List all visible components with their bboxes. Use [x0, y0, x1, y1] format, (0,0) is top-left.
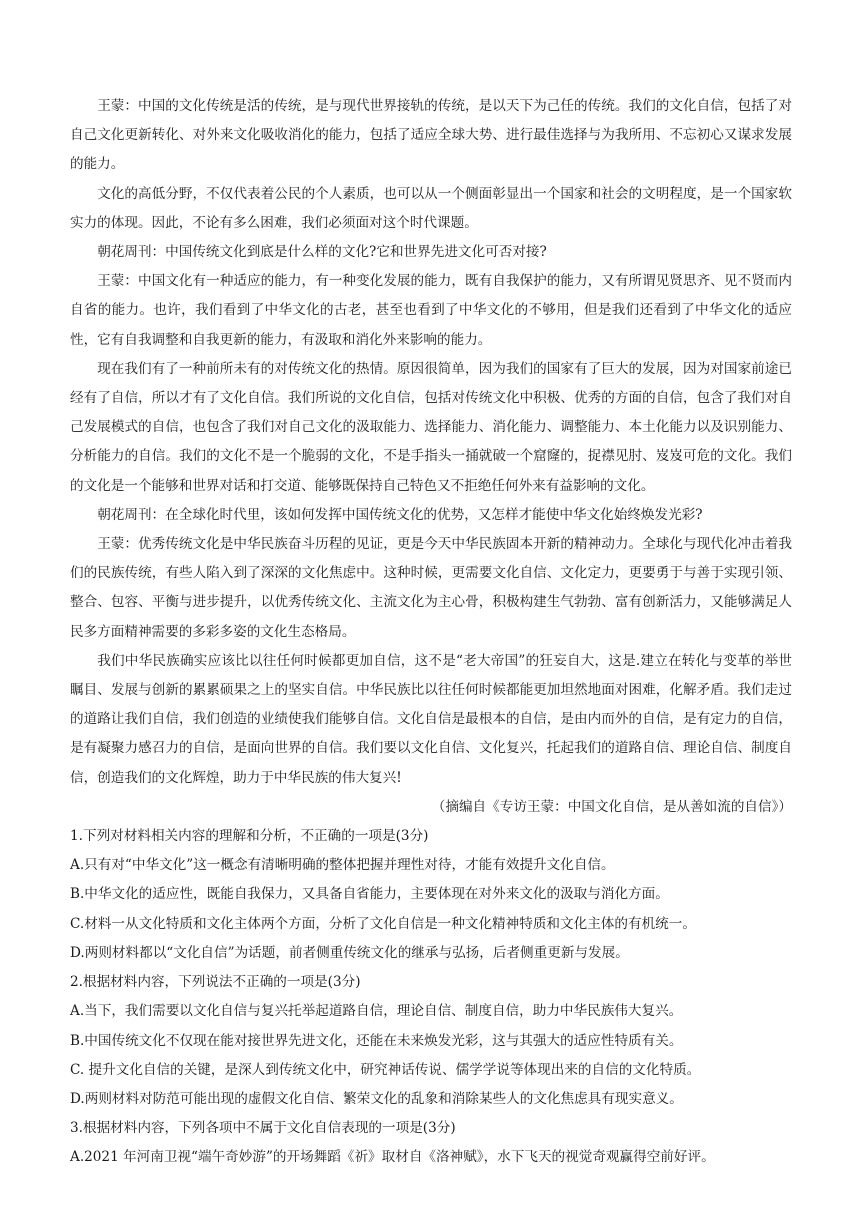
option-d: D.两则材料都以“文化自信”为话题，前者侧重传统文化的继承与弘扬，后者侧重更新与发展。 [70, 944, 629, 961]
paragraph: 王蒙：优秀传统文化是中华民族奋斗历程的见证，更是今天中华民族固本开新的精神动力。全球化与现代化冲击着我们的民族传统，有些人陷入到了深深的文化焦虑中。这种时候，更需要文化自信、文化定力，更要勇于与善于实现引领、整合、包容、平衡与进步提升，以优秀传统文化、主流文化为主心骨，积极构建生气勃勃、富有创新活力，又能够满足人民多方面精神需要的多彩多姿的文化生态格局。 [70, 536, 792, 640]
paragraph: 文化的高低分野，不仅代表着公民的个人素质，也可以从一个侧面彰显出一个国家和社会的文明程度，是一个国家软实力的体现。因此，不论有多么困难，我们必须面对这个时代课题。 [70, 185, 792, 231]
question-1 [70, 822, 792, 968]
paragraph: 王蒙：中国的文化传统是活的传统，是与现代世界接轨的传统，是以天下为己任的传统。我们的文化自信，包括了对自己文化更新转化、对外来文化吸收消化的能力，包括了适应全球大势、进行最佳选择与为我所用、不忘初心又谋求发展的能力。 [70, 98, 792, 173]
question-stem: 1.下列对材料相关内容的理解和分析，不正确的一项是(3分) [70, 828, 429, 845]
option-b: B.中华文化的适应性，既能自我保力，又具备自省能力，主要体现在对外来文化的汲取与消化方面。 [70, 886, 669, 903]
option-b: B.中国传统文化不仅现在能对接世界先进文化，还能在未来焕发光彩，这与其强大的适应性特质有关。 [70, 1032, 683, 1049]
question-stem: 3.根据材料内容，下列各项中不属于文化自信表现的一项是(3分) [70, 1120, 456, 1137]
paragraph: 我们中华民族确实应该比以往任何时候都更加自信，这不是“老大帝国”的狂妄自大，这是.建立在转化与变革的举世瞩目、发展与创新的累累硕果之上的坚实自信。中华民族比以往任何时候都能更加坦然地面对困难，化解矛盾。我们走过的道路让我们自信，我们创造的业绩使我们能够自信。文化自信是最根本的自信，是由内而外的自信，是有定力的自信，是有凝聚力感召力的自信，是面向世界的自信。我们要以文化自信、文化复兴，托起我们的道路自信、理论自信、制度自信，创造我们的文化辉煌，助力于中华民族的伟大复兴! [70, 652, 792, 786]
option-a: A.只有对“中华文化”这一概念有清晰明确的整体把握并理性对待，才能有效提升文化自信。 [70, 857, 615, 874]
question-2 [70, 968, 792, 1114]
question-stem: 2.根据材料内容，下列说法不正确的一项是(3分) [70, 974, 361, 991]
option-c: C. 提升文化自信的关键，是深人到传统文化中，研究神话传说、儒学学说等体现出来的自信的文化特质。 [70, 1061, 701, 1078]
option-a: A.当下，我们需要以文化自信与复兴托举起道路自信，理论自信、制度自信，助力中华民族伟大复兴。 [70, 1003, 683, 1020]
paragraph: 王蒙：中国文化有一种适应的能力，有一种变化发展的能力，既有自我保护的能力，又有所谓见贤思齐、见不贤而内自省的能力。也许，我们看到了中华文化的古老，甚至也看到了中华文化的不够用，但是我们还看到了中华文化的适应性，它有自我调整和自我更新的能力，有汲取和消化外来影响的能力。 [70, 273, 792, 348]
option-a: A.2021 年河南卫视“端午奇妙游”的开场舞蹈《祈》取材自《洛神赋》，水下飞天的视觉奇观赢得空前好评。 [70, 1149, 715, 1166]
question-3 [70, 1114, 792, 1172]
paragraph: 朝花周刊：在全球化时代里，该如何发挥中国传统文化的优势，又怎样才能使中华文化始终焕发光彩? [97, 506, 703, 523]
option-d: D.两则材料对防范可能出现的虚假文化自信、繁荣文化的乱象和消除某些人的文化焦虑具有现实意义。 [70, 1090, 683, 1107]
document-page [70, 92, 792, 1173]
option-c: C.材料一从文化特质和文化主体两个方面，分析了文化自信是一种文化精神特质和文化主体的有机统一。 [70, 915, 696, 932]
paragraph: 现在我们有了一种前所未有的对传统文化的热情。原因很简单，因为我们的国家有了巨大的发展，因为对国家前途已经有了自信，所以才有了文化自信。我们所说的文化自信，包括对传统文化中积极、优秀的方面的自信，包含了我们对自己发展模式的自信，也包含了我们对自己文化的汲取能力、选择能力、消化能力、调整能力、本土化能力以及识别能力、分析能力的自信。我们的文化不是一个脆弱的文化，不是手指头一捅就破一个窟窿的，捉襟见肘、岌岌可危的文化。我们的文化是一个能够和世界对话和打交道、能够既保持自己特色又不拒绝任何外来有益影响的文化。 [70, 360, 792, 494]
source-citation: （摘编自《专访王蒙：中国文化自信，是从善如流的自信》） [431, 798, 792, 815]
paragraph: 朝花周刊：中国传统文化到底是什么样的文化?它和世界先进文化可否对接? [97, 244, 547, 261]
